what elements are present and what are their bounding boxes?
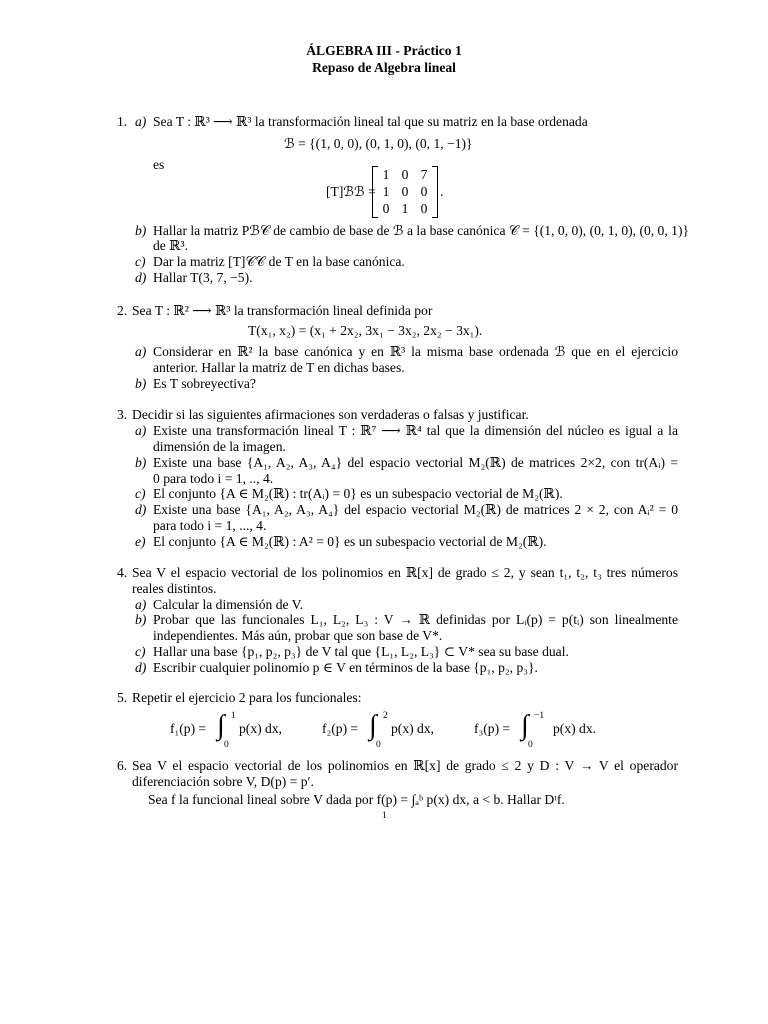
item-text: dimensión de la imagen.: [153, 439, 286, 454]
integral-body: p(x) dx,: [239, 721, 283, 736]
item-label: a): [135, 597, 147, 612]
item-label: b): [135, 223, 147, 238]
exercise-intro: Sea T : ℝ² ⟶ ℝ³ la transformación lineal definida por: [132, 303, 433, 318]
item-text: es: [153, 157, 165, 172]
integral-lower-limit: 0: [376, 740, 381, 750]
integral-body: p(x) dx,: [391, 721, 435, 736]
item-text: El conjunto {A ∈ M₂(ℝ) : tr(Aᵢ) = 0} es un subespacio vectorial de M₂(ℝ).: [153, 486, 563, 501]
matrix-end: .: [440, 184, 444, 199]
matrix-cell: 1: [401, 201, 409, 216]
exercise-intro: Repetir el ejercicio 2 para los funcionales:: [132, 690, 362, 705]
item-text: Considerar en ℝ² la base canónica y en ℝ³ la misma base ordenada ℬ que en el ejercicio: [153, 344, 678, 359]
integral-lower-limit: 0: [224, 740, 229, 750]
exercise-intro: Sea V el espacio vectorial de los polinomios en ℝ[x] de grado ≤ 2 y D : V → V el operador: [132, 758, 678, 773]
matrix-cell: 0: [401, 167, 409, 182]
exercise-intro: Decidir si las siguientes afirmaciones son verdaderas o falsas y justificar.: [132, 407, 529, 422]
matrix-cell: 0: [382, 201, 390, 216]
matrix-cell: 0: [420, 201, 428, 216]
functional-f1-lhs: f₁(p) =: [170, 721, 207, 736]
matrix-cell: 0: [420, 184, 428, 199]
functional-f3-lhs: f₃(p) =: [474, 721, 511, 736]
item-text: independientes. Más aún, probar que son base de V*.: [153, 628, 443, 643]
item-text: Sea T : ℝ³ ⟶ ℝ³ la transformación lineal tal que su matriz en la base ordenada: [153, 114, 588, 129]
document-title: ÁLGEBRA III - Práctico 1: [306, 43, 462, 58]
item-text: Es T sobreyectiva?: [153, 376, 256, 391]
item-text: Hallar la matriz Pℬ𝒞 de cambio de base de ℬ a la base canónica 𝒞 = {(1, 0, 0), (0, 1, 0), (0, 0, 1)}: [153, 223, 690, 238]
item-text: de ℝ³.: [153, 238, 188, 253]
item-text: anterior. Hallar la matriz de T en dichas bases.: [153, 360, 405, 375]
item-text: para todo i = 1, ..., 4.: [153, 518, 267, 533]
exercise-number: 3.: [117, 407, 128, 422]
exercise-intro: reales distintos.: [132, 581, 217, 596]
item-label: e): [135, 534, 146, 549]
exercise-intro: diferenciación sobre V, D(p) = p′.: [132, 774, 314, 789]
document-subtitle: Repaso de Algebra lineal: [312, 60, 456, 75]
item-label: d): [135, 502, 147, 517]
item-text: Existe una base {A₁, A₂, A₃, A₄} del espacio vectorial M₂(ℝ) de matrices 2×2, con tr(Aᵢ) =: [153, 455, 678, 470]
item-label: c): [135, 644, 146, 659]
item-text: 0 para todo i = 1, .., 4.: [153, 471, 274, 486]
functional-f2-lhs: f₂(p) =: [322, 721, 359, 736]
exercise-text: Sea f la funcional lineal sobre V dada por f(p) = ∫ₐᵇ p(x) dx, a < b. Hallar Dᵗf.: [148, 792, 565, 807]
item-label: a): [135, 344, 147, 359]
item-text: Escribir cualquier polinomio p ∈ V en términos de la base {p₁, p₂, p₃}.: [153, 660, 538, 675]
item-label: a): [135, 423, 147, 438]
item-label: b): [135, 376, 147, 391]
formula: T(x₁, x₂) = (x₁ + 2x₂, 3x₁ − 3x₂, 2x₂ − 3x₁).: [248, 323, 483, 338]
exercise-intro: Sea V el espacio vectorial de los polinomios en ℝ[x] de grado ≤ 2, y sean t₁, t₂, t₃ tres números: [132, 565, 678, 580]
matrix-label: [T]ℬℬ =: [326, 184, 376, 199]
integral-sign-icon: ∫: [369, 710, 377, 741]
item-label: c): [135, 254, 146, 269]
item-label: d): [135, 660, 147, 675]
exercise-number: 5.: [117, 690, 128, 705]
integral-lower-limit: 0: [528, 740, 533, 750]
matrix-cell: 1: [382, 184, 390, 199]
matrix-cell: 1: [382, 167, 390, 182]
item-text: Existe una base {A₁, A₂, A₃, A₄} del espacio vectorial M₂(ℝ) de matrices 2 × 2, con Aᵢ² = 0: [153, 502, 678, 517]
item-text: Dar la matriz [T]𝒞𝒞 de T en la base canónica.: [153, 254, 405, 269]
item-text: Existe una transformación lineal T : ℝ⁷ ⟶ ℝ⁴ tal que la dimensión del núcleo es igual a la: [153, 423, 678, 438]
integral-body: p(x) dx.: [553, 721, 597, 736]
item-text: Probar que las funcionales L₁, L₂, L₃ : V → ℝ definidas por Lᵢ(p) = p(tᵢ) son linealmente: [153, 612, 678, 627]
item-text: El conjunto {A ∈ M₂(ℝ) : A² = 0} es un subespacio vectorial de M₂(ℝ).: [153, 534, 547, 549]
matrix-cell: 0: [401, 184, 409, 199]
item-label: b): [135, 455, 147, 470]
item-text: Hallar T(3, 7, −5).: [153, 270, 253, 285]
item-label: b): [135, 612, 147, 627]
integral-upper-limit: −1: [534, 711, 545, 721]
exercise-number: 6.: [117, 758, 128, 773]
matrix-T-B: [372, 166, 438, 218]
integral-sign-icon: ∫: [217, 710, 225, 741]
item-label: a): [135, 114, 147, 129]
exercise-number: 4.: [117, 565, 128, 580]
basis-formula: ℬ = {(1, 0, 0), (0, 1, 0), (0, 1, −1)}: [284, 136, 473, 151]
exercise-number: 1.: [117, 114, 128, 129]
matrix-cell: 7: [420, 167, 428, 182]
integral-upper-limit: 1: [231, 711, 236, 721]
item-text: Calcular la dimensión de V.: [153, 597, 304, 612]
item-text: Hallar una base {p₁, p₂, p₃} de V tal que {L₁, L₂, L₃} ⊂ V* sea su base dual.: [153, 644, 569, 659]
page-number: 1: [382, 811, 387, 821]
integral-upper-limit: 2: [383, 711, 388, 721]
exercise-number: 2.: [117, 303, 128, 318]
integral-sign-icon: ∫: [521, 710, 529, 741]
item-label: d): [135, 270, 147, 285]
item-label: c): [135, 486, 146, 501]
